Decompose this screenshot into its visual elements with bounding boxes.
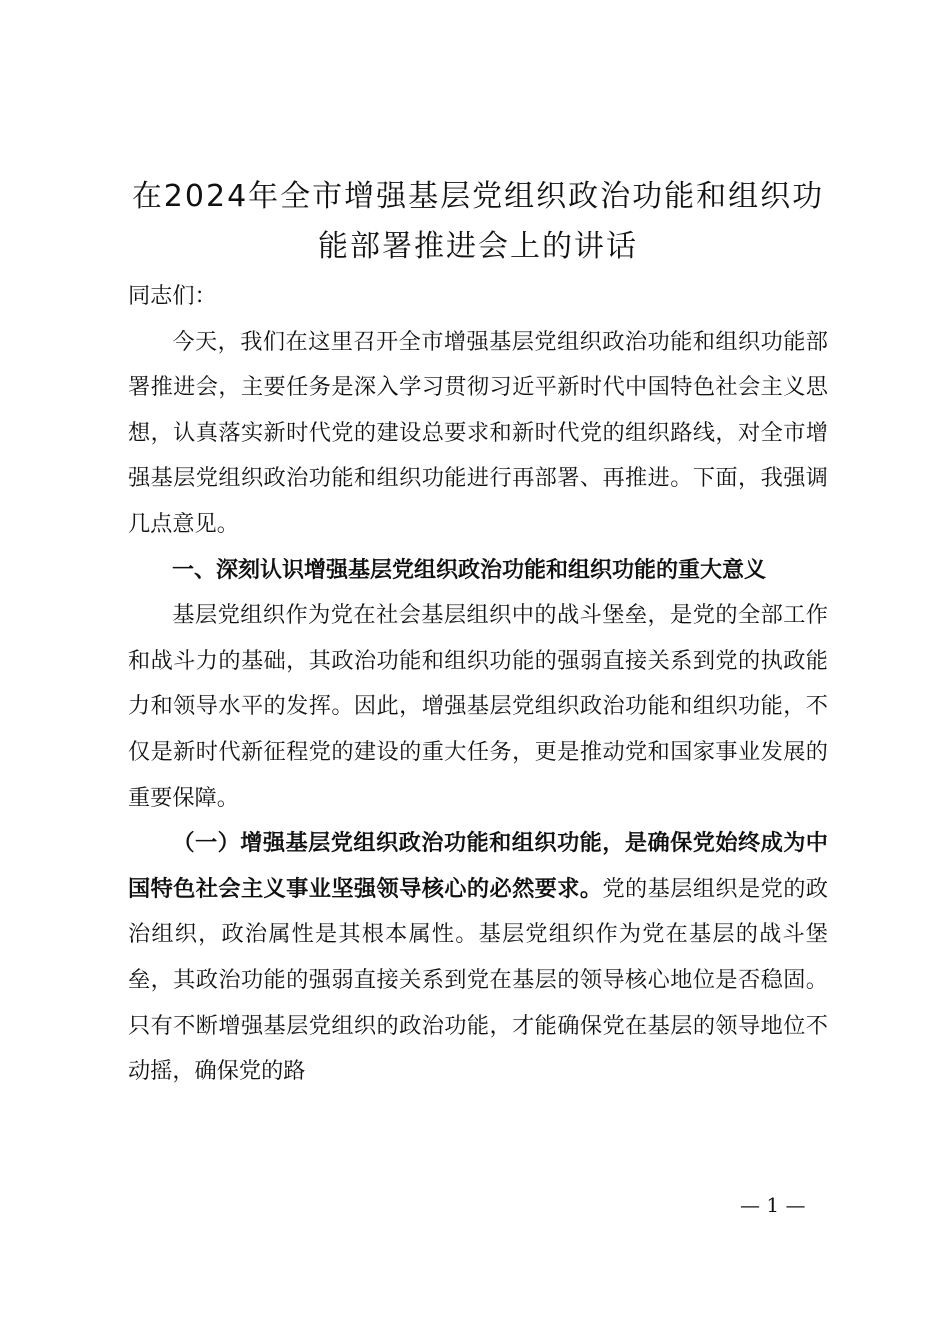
- salutation: 同志们：: [128, 283, 217, 309]
- subsection-1-body: 党的基层组织是党的政治组织，政治属性是其根本属性。基层党组织作为党在基层的战斗堡垒，其政治功能的强弱直接关系到党在基层的领导核心地位是否稳固。只有不断增强基层党组织的政治功能，才能确保党在基层的领导地位不动摇，确保党的路: [128, 875, 828, 1085]
- section-heading-1: 一、深刻认识增强基层党组织政治功能和组织功能的重大意义: [172, 557, 767, 583]
- subsection-1-paragraph: [128, 821, 828, 1095]
- intro-paragraph: 今天，我们在这里召开全市增强基层党组织政治功能和组织功能部署推进会，主要任务是深入学习贯彻习近平新时代中国特色社会主义思想，认真落实新时代党的建设总要求和新时代党的组织路线，对全市增强基层党组织政治功能和组织功能进行再部署、再推进。下面，我强调几点意见。: [128, 328, 828, 537]
- section-1-paragraph: 基层党组织作为党在社会基层组织中的战斗堡垒，是党的全部工作和战斗力的基础，其政治功能和组织功能的强弱直接关系到党的执政能力和领导水平的发挥。因此，增强基层党组织政治功能和组织功能，不仅是新时代新征程党的建设的重大任务，更是推动党和国家事业发展的重要保障。: [128, 602, 828, 811]
- subsection-1-lead: （一）增强基层党组织政治功能和组织功能，是确保党始终成为中国特色社会主义事业坚强领导核心的必然要求。: [128, 830, 828, 902]
- page-number: — 1 —: [740, 1193, 806, 1217]
- document-title: 在2024年全市增强基层党组织政治功能和组织功能部署推进会上的讲话: [131, 179, 825, 264]
- document-body: [128, 274, 828, 1095]
